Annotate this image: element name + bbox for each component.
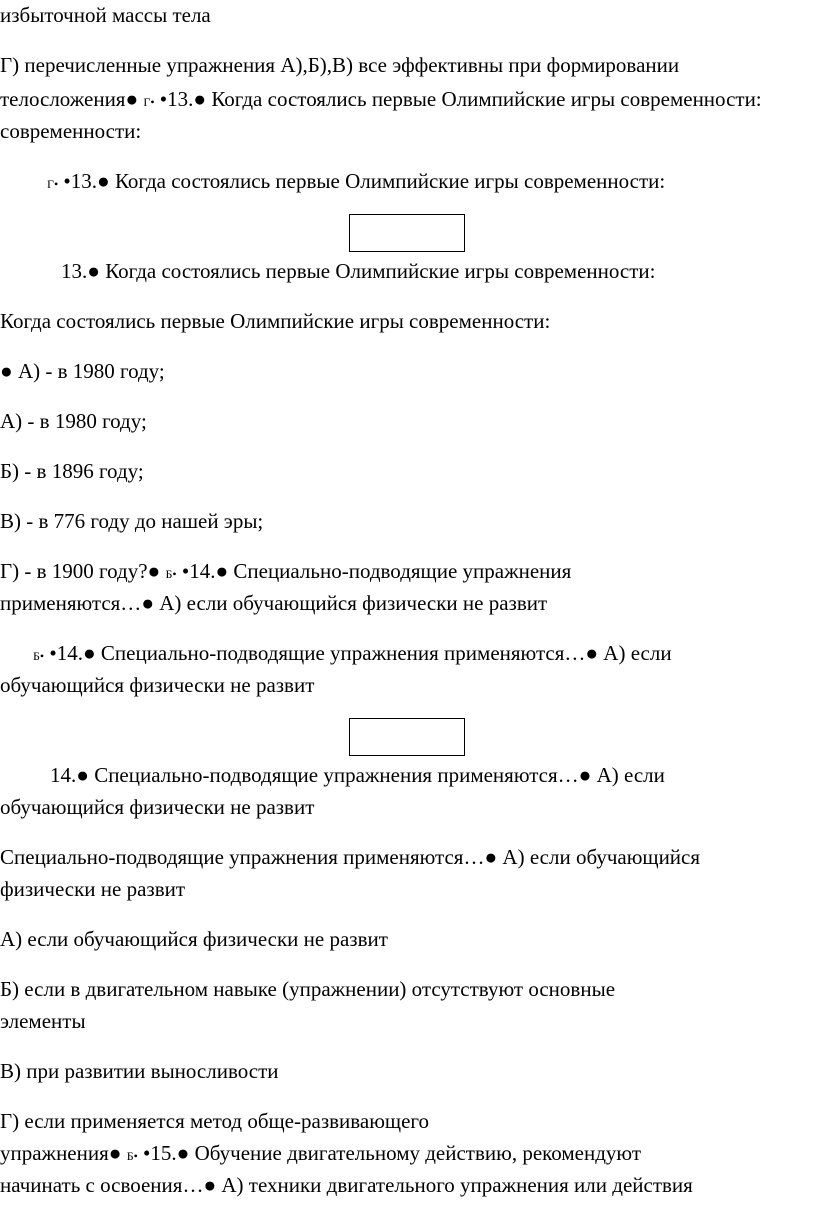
answer-option: А) техники двигательного упражнения или действия	[221, 1173, 693, 1197]
bullet-icon: ●	[76, 763, 89, 787]
text-line	[0, 116, 141, 146]
text-line	[0, 1170, 693, 1200]
bullet-icon: ●	[578, 763, 592, 787]
bullet-icon: ●	[176, 1141, 190, 1165]
bullet-icon: •	[49, 641, 57, 665]
question-text: начинать с освоения…	[0, 1173, 204, 1197]
empty-image-placeholder	[349, 214, 465, 252]
text-line	[0, 506, 263, 536]
bullet-icon: •	[53, 177, 59, 191]
answer-option: Г) если применяется метод обще-развивающего	[0, 1109, 429, 1133]
line-text: Г) перечисленные упражнения А),Б),В) все эффективны при формировании	[0, 53, 680, 77]
bullet-icon: ●	[484, 845, 498, 869]
question-text: Специально-подводящие упражнения применяются…	[100, 641, 586, 665]
answer-option: А) если обучающийся физически не развит	[0, 927, 388, 951]
line-text: физически не развит	[0, 877, 186, 901]
text-line	[0, 50, 679, 80]
bullet-icon: ●	[108, 1141, 122, 1165]
text-line	[0, 1138, 641, 1171]
marker-g: Г	[143, 95, 151, 109]
question-number: 13.	[167, 87, 194, 111]
text-line	[0, 924, 388, 954]
text-line	[61, 256, 655, 286]
bullet-icon: ●	[147, 559, 161, 583]
question-number: 14.	[56, 641, 83, 665]
question-text: Специально-подводящие упражнения	[233, 559, 572, 583]
bullet-icon: •	[150, 95, 155, 109]
bullet-icon: •	[143, 1141, 151, 1165]
answer-option: В) - в 776 году до нашей эры;	[0, 509, 264, 533]
marker-g: Г	[47, 177, 54, 191]
question-number: 13.	[61, 259, 88, 283]
question-text: Когда состоялись первые Олимпийские игры современности:	[211, 87, 762, 111]
bullet-icon: •	[63, 169, 71, 193]
bullet-icon: ●	[82, 641, 96, 665]
bullet-icon: •	[159, 87, 168, 111]
line-text: обучающийся физически не развит	[0, 673, 315, 697]
text-line	[0, 556, 571, 589]
line-text: современности:	[0, 119, 142, 143]
empty-image-placeholder	[349, 718, 465, 756]
line-text: избыточной массы тела	[0, 3, 211, 27]
text-line	[0, 588, 547, 618]
answer-option: Г) - в 1900 году?	[0, 559, 148, 583]
bullet-icon: ●	[97, 169, 110, 193]
bullet-icon: •	[133, 1149, 138, 1163]
question-text: Специально-подводящие упражнения применяются…	[94, 763, 579, 787]
line-text: элементы	[0, 1009, 86, 1033]
bullet-icon: ●	[0, 359, 13, 383]
line-text: телосложения	[0, 87, 126, 111]
text-line	[0, 306, 550, 336]
answer-option: Б) - в 1896 году;	[0, 459, 144, 483]
bullet-icon: •	[181, 559, 190, 583]
text-line: Б• •14.● Специально-подводящие упражнения применяются…● А) если	[33, 641, 672, 665]
question-text: Специально-подводящие упражнения применяются…	[0, 845, 485, 869]
text-line	[0, 1106, 429, 1136]
question-number: 14.	[50, 763, 77, 787]
answer-option: А) если обучающийся физически не развит	[159, 591, 548, 615]
answer-option: Б) если в двигательном навыке (упражнении) отсутствуют основные	[0, 977, 616, 1001]
bullet-icon: ●	[193, 87, 207, 111]
question-text: Обучение двигательному действию, рекомендуют	[194, 1141, 641, 1165]
bullet-icon: ●	[215, 559, 229, 583]
text-line	[0, 84, 762, 117]
text-line	[0, 356, 165, 386]
question-text: Когда состоялись первые Олимпийские игры современности:	[0, 309, 551, 333]
bullet-icon: ●	[125, 87, 139, 111]
answer-option: А) если обучающийся	[502, 845, 701, 869]
marker-b: Б	[33, 649, 40, 663]
text-line	[0, 406, 147, 436]
text-line	[0, 792, 314, 822]
answer-option: А) - в 1980 году;	[0, 409, 147, 433]
bullet-icon: •	[39, 649, 45, 663]
question-text: применяются…	[0, 591, 142, 615]
question-number: 15.	[150, 1141, 177, 1165]
bullet-icon: ●	[585, 641, 599, 665]
answer-option: А) - в 1980 году;	[17, 359, 165, 383]
text-line	[0, 456, 144, 486]
bullet-icon: •	[172, 567, 177, 581]
text-line	[0, 0, 211, 30]
text-line	[0, 842, 700, 872]
line-text: обучающийся физически не развит	[0, 795, 315, 819]
question-number: 14.	[189, 559, 216, 583]
text-line	[47, 166, 665, 199]
bullet-icon: ●	[87, 259, 100, 283]
bullet-icon: ●	[141, 591, 154, 615]
text-line	[0, 974, 615, 1004]
text-line	[0, 874, 185, 904]
question-text: Когда состоялись первые Олимпийские игры современности:	[105, 259, 656, 283]
line-text: упражнения	[0, 1141, 109, 1165]
text-line	[0, 1056, 279, 1086]
text-line	[0, 1006, 86, 1036]
question-text: Когда состоялись первые Олимпийские игры современности:	[114, 169, 666, 193]
bullet-icon: ●	[203, 1173, 217, 1197]
text-line: 14.● Специально-подводящие упражнения применяются…● А) если	[50, 763, 665, 787]
question-number: 13.	[70, 169, 97, 193]
text-line	[0, 670, 314, 700]
marker-b: Б	[165, 567, 173, 581]
marker-b: Б	[126, 1149, 134, 1163]
answer-option: В) при развитии выносливости	[0, 1059, 279, 1083]
